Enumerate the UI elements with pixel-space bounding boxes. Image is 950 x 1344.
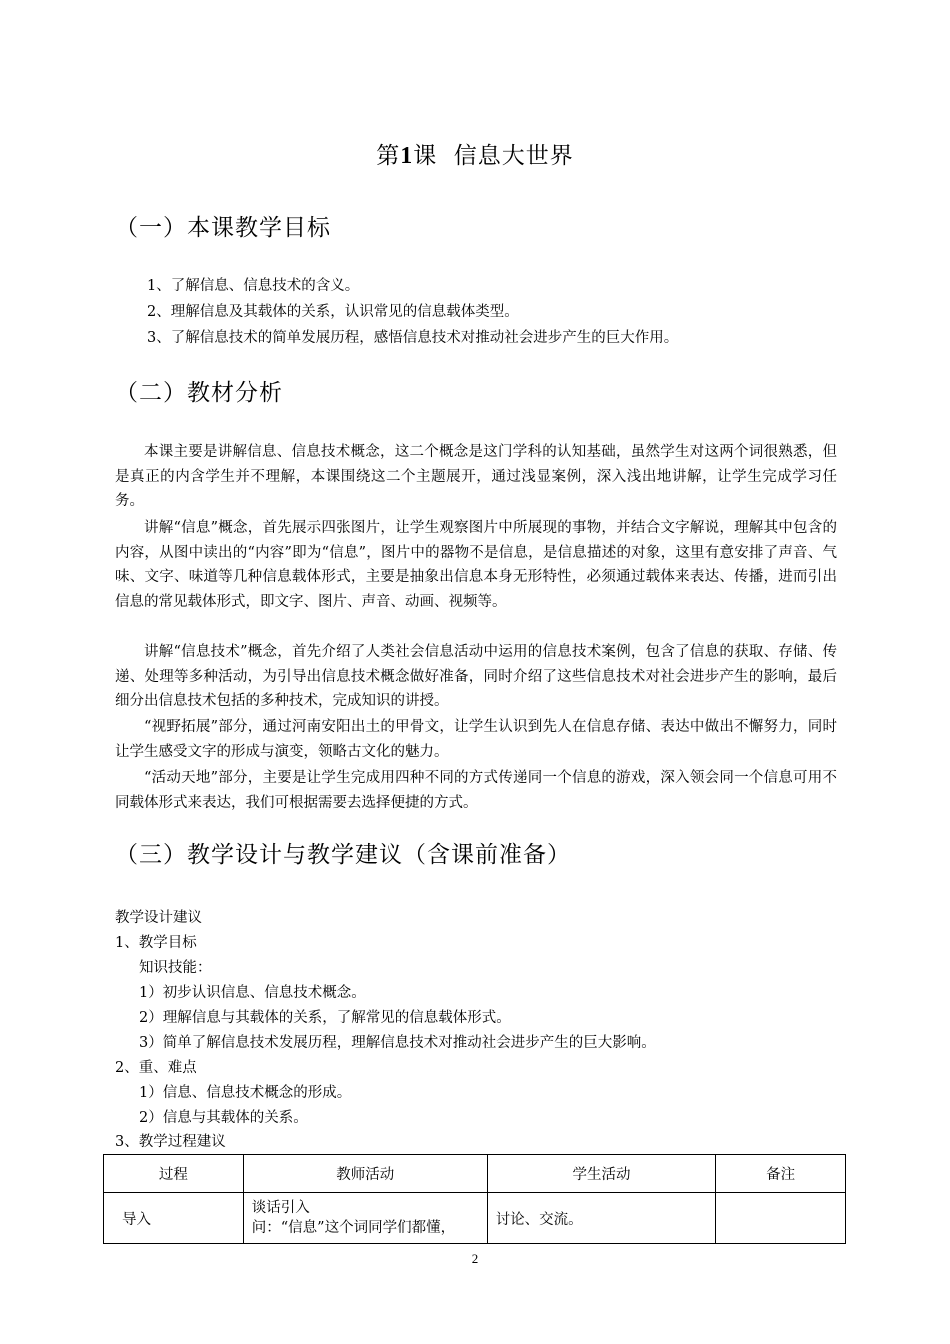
cell-process: 导入 [104, 1193, 244, 1244]
key-point-item: 1）信息、信息技术概念的形成。 [139, 1085, 352, 1101]
analysis-paragraph: “活动天地”部分，主要是让学生完成用四种不同的方式传递同一个信息的游戏，深入领会同一个信息可用不同载体形式来表达，我们可根据需要去选择便捷的方式。 [115, 770, 837, 811]
key-points-label: 2、重、难点 [115, 1060, 197, 1076]
skill-item: 2）理解信息与其载体的关系，了解常见的信息载体形式。 [139, 1010, 511, 1026]
design-label: 教学设计建议 [115, 910, 202, 926]
table-header-row [104, 1155, 846, 1193]
analysis-paragraph: 本课主要是讲解信息、信息技术概念，这二个概念是这门学科的认知基础，虽然学生对这两个词很熟悉，但是真正的内含学生并不理解，本课围绕这二个主题展开，通过浅显案例，深入浅出地讲解，让学生完成学习任务。 [115, 444, 837, 510]
column-header-teacher: 教师活动 [243, 1155, 487, 1193]
cell-student: 讨论、交流。 [487, 1193, 716, 1244]
column-header-student: 学生活动 [487, 1155, 716, 1193]
skill-item: 1）初步认识信息、信息技术概念。 [139, 985, 366, 1001]
objective-item: 3、了解信息技术的简单发展历程，感悟信息技术对推动社会进步产生的巨大作用。 [147, 330, 679, 346]
key-point-item: 2）信息与其载体的关系。 [139, 1110, 308, 1126]
page-number: 2 [471, 1251, 479, 1266]
table-row [104, 1193, 846, 1244]
section-heading-analysis: （二）教材分析 [115, 380, 283, 406]
analysis-paragraph: 讲解“信息技术”概念，首先介绍了人类社会信息活动中运用的信息技术案例，包含了信息的获取、存储、传递、处理等多种活动，为引导出信息技术概念做好准备，同时介绍了这些信息技术对社会进步产生的影响，最后细分出信息技术包括的多种技术，完成知识的讲授。 [115, 644, 837, 710]
cell-teacher-line: 问：“信息”这个词同学们都懂， [251, 1220, 456, 1236]
cell-note [716, 1193, 846, 1244]
skill-item: 3）简单了解信息技术发展历程，理解信息技术对推动社会进步产生的巨大影响。 [139, 1035, 656, 1051]
column-header-process: 过程 [104, 1155, 244, 1193]
objective-item: 2、理解信息及其载体的关系，认识常见的信息载体类型。 [147, 304, 519, 320]
section-heading-design: （三）教学设计与教学建议（含课前准备） [115, 842, 571, 868]
skills-label: 知识技能： [139, 960, 212, 976]
teaching-process-table [103, 1154, 846, 1244]
analysis-paragraph: 讲解“信息”概念，首先展示四张图片，让学生观察图片中所展现的事物，并结合文字解说，理解其中包含的内容，从图中读出的“内容”即为“信息”，图片中的器物不是信息，是信息描述的对象，这里有意安排了声音、气味、文字、味道等几种信息载体形式，主要是抽象出信息本身无形特性，必须通过载体来表达、传播，进而引出信息的常见载体形式，即文字、图片、声音、动画、视频等。 [115, 520, 837, 610]
lesson-title: 第1课 信息大世界 [376, 143, 574, 169]
cell-teacher-line: 谈话引入 [251, 1200, 310, 1216]
section-heading-objectives: （一）本课教学目标 [115, 215, 331, 241]
column-header-note: 备注 [716, 1155, 846, 1193]
process-label: 3、教学过程建议 [115, 1134, 226, 1150]
cell-teacher [243, 1193, 487, 1244]
analysis-paragraph: “视野拓展”部分，通过河南安阳出土的甲骨文，让学生认识到先人在信息存储、表达中做出不懈努力，同时让学生感受文字的形成与演变，领略古文化的魅力。 [115, 719, 837, 760]
goal-label: 1、教学目标 [115, 935, 197, 951]
objective-item: 1、了解信息、信息技术的含义。 [147, 278, 360, 294]
